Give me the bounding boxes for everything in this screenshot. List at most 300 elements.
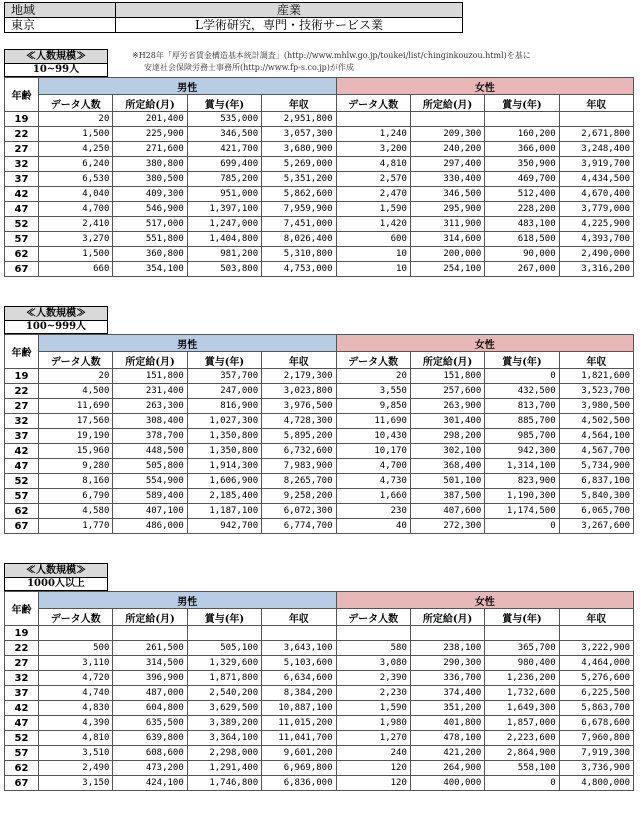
salary-header: 所定給(月) bbox=[113, 609, 187, 626]
value-cell: 4,393,700 bbox=[559, 232, 633, 247]
value-cell: 2,864,900 bbox=[485, 746, 559, 761]
value-cell: 19,190 bbox=[39, 429, 113, 444]
value-cell: 823,900 bbox=[485, 474, 559, 489]
age-cell: 47 bbox=[5, 202, 39, 217]
table-row bbox=[5, 112, 634, 127]
value-cell: 263,900 bbox=[410, 399, 484, 414]
table-row bbox=[5, 384, 634, 399]
table-row bbox=[5, 247, 634, 262]
table-row bbox=[5, 761, 634, 776]
age-cell: 37 bbox=[5, 172, 39, 187]
value-cell: 424,100 bbox=[113, 776, 187, 791]
value-cell: 1,027,300 bbox=[187, 414, 261, 429]
table-row bbox=[5, 202, 634, 217]
value-cell: 308,400 bbox=[113, 414, 187, 429]
value-cell: 7,983,900 bbox=[262, 459, 336, 474]
table-row bbox=[5, 217, 634, 232]
value-cell bbox=[39, 626, 113, 641]
value-cell bbox=[336, 626, 410, 641]
value-cell: 3,736,900 bbox=[559, 761, 633, 776]
value-cell: 4,564,100 bbox=[559, 429, 633, 444]
age-cell: 67 bbox=[5, 262, 39, 277]
value-cell: 5,895,200 bbox=[262, 429, 336, 444]
table-row bbox=[5, 142, 634, 157]
value-cell: 3,200 bbox=[336, 142, 410, 157]
value-cell: 942,700 bbox=[187, 519, 261, 534]
value-cell: 1,187,100 bbox=[187, 504, 261, 519]
value-cell: 7,959,900 bbox=[262, 202, 336, 217]
value-cell: 20 bbox=[39, 112, 113, 127]
salary-header: 所定給(月) bbox=[410, 352, 484, 369]
value-cell: 354,100 bbox=[113, 262, 187, 277]
annual-header: 年収 bbox=[559, 352, 633, 369]
value-cell: 2,490 bbox=[39, 761, 113, 776]
value-cell: 5,276,600 bbox=[559, 671, 633, 686]
value-cell: 4,390 bbox=[39, 716, 113, 731]
salary-header: 所定給(月) bbox=[410, 609, 484, 626]
value-cell: 448,500 bbox=[113, 444, 187, 459]
value-cell: 311,900 bbox=[410, 217, 484, 232]
value-cell: 368,400 bbox=[410, 459, 484, 474]
value-cell: 535,000 bbox=[187, 112, 261, 127]
value-cell: 200,000 bbox=[410, 247, 484, 262]
value-cell: 261,500 bbox=[113, 641, 187, 656]
value-cell: 551,800 bbox=[113, 232, 187, 247]
salary-table bbox=[4, 334, 634, 534]
age-cell: 27 bbox=[5, 142, 39, 157]
value-cell: 17,560 bbox=[39, 414, 113, 429]
value-cell: 4,434,500 bbox=[559, 172, 633, 187]
age-cell: 19 bbox=[5, 369, 39, 384]
value-cell: 3,222,900 bbox=[559, 641, 633, 656]
table-row bbox=[5, 776, 634, 791]
table-row bbox=[5, 444, 634, 459]
age-cell: 62 bbox=[5, 504, 39, 519]
value-cell: 813,700 bbox=[485, 399, 559, 414]
value-cell: 421,200 bbox=[410, 746, 484, 761]
value-cell: 2,410 bbox=[39, 217, 113, 232]
value-cell bbox=[262, 626, 336, 641]
value-cell: 501,100 bbox=[410, 474, 484, 489]
value-cell: 1,500 bbox=[39, 247, 113, 262]
salary-header: 所定給(月) bbox=[113, 95, 187, 112]
annual-header: 年収 bbox=[559, 95, 633, 112]
value-cell bbox=[559, 626, 633, 641]
value-cell: 400,000 bbox=[410, 776, 484, 791]
value-cell: 11,690 bbox=[336, 414, 410, 429]
age-cell: 32 bbox=[5, 414, 39, 429]
value-cell: 6,072,300 bbox=[262, 504, 336, 519]
value-cell: 4,728,300 bbox=[262, 414, 336, 429]
value-cell: 7,451,000 bbox=[262, 217, 336, 232]
value-cell: 604,800 bbox=[113, 701, 187, 716]
value-cell: 4,810 bbox=[336, 157, 410, 172]
value-cell: 228,200 bbox=[485, 202, 559, 217]
value-cell: 209,300 bbox=[410, 127, 484, 142]
value-cell: 3,510 bbox=[39, 746, 113, 761]
table-row bbox=[5, 686, 634, 701]
value-cell: 5,269,000 bbox=[262, 157, 336, 172]
value-cell: 264,900 bbox=[410, 761, 484, 776]
age-cell: 67 bbox=[5, 776, 39, 791]
value-cell: 699,400 bbox=[187, 157, 261, 172]
age-header: 年齢 bbox=[5, 78, 39, 112]
value-cell: 660 bbox=[39, 262, 113, 277]
value-cell: 401,800 bbox=[410, 716, 484, 731]
scale-title: ≪人数規模≫ bbox=[5, 50, 107, 64]
value-cell: 6,240 bbox=[39, 157, 113, 172]
age-cell: 57 bbox=[5, 232, 39, 247]
value-cell: 2,230 bbox=[336, 686, 410, 701]
value-cell: 3,150 bbox=[39, 776, 113, 791]
table-row bbox=[5, 262, 634, 277]
value-cell: 1,397,100 bbox=[187, 202, 261, 217]
value-cell: 1,871,800 bbox=[187, 671, 261, 686]
value-cell bbox=[336, 112, 410, 127]
age-cell: 27 bbox=[5, 656, 39, 671]
section-medium bbox=[4, 306, 634, 534]
value-cell bbox=[485, 626, 559, 641]
value-cell: 380,500 bbox=[113, 172, 187, 187]
count-header: データ人数 bbox=[39, 352, 113, 369]
value-cell: 6,225,500 bbox=[559, 686, 633, 701]
value-cell: 314,500 bbox=[113, 656, 187, 671]
table-row bbox=[5, 504, 634, 519]
count-header: データ人数 bbox=[336, 95, 410, 112]
table-row bbox=[5, 127, 634, 142]
value-cell: 558,100 bbox=[485, 761, 559, 776]
value-cell: 9,850 bbox=[336, 399, 410, 414]
value-cell: 1,190,300 bbox=[485, 489, 559, 504]
value-cell: 2,470 bbox=[336, 187, 410, 202]
value-cell: 4,502,500 bbox=[559, 414, 633, 429]
value-cell: 4,740 bbox=[39, 686, 113, 701]
value-cell: 301,400 bbox=[410, 414, 484, 429]
value-cell: 272,300 bbox=[410, 519, 484, 534]
value-cell: 7,960,800 bbox=[559, 731, 633, 746]
table-row bbox=[5, 626, 634, 641]
value-cell: 2,179,300 bbox=[262, 369, 336, 384]
table-row bbox=[5, 641, 634, 656]
table-row bbox=[5, 746, 634, 761]
value-cell: 6,774,700 bbox=[262, 519, 336, 534]
age-cell: 52 bbox=[5, 474, 39, 489]
value-cell: 3,980,500 bbox=[559, 399, 633, 414]
value-cell: 40 bbox=[336, 519, 410, 534]
value-cell: 297,400 bbox=[410, 157, 484, 172]
value-cell: 1,174,500 bbox=[485, 504, 559, 519]
count-header: データ人数 bbox=[39, 609, 113, 626]
value-cell: 1,649,300 bbox=[485, 701, 559, 716]
value-cell: 2,223,600 bbox=[485, 731, 559, 746]
value-cell bbox=[410, 626, 484, 641]
value-cell: 4,720 bbox=[39, 671, 113, 686]
value-cell: 3,919,700 bbox=[559, 157, 633, 172]
value-cell: 4,700 bbox=[336, 459, 410, 474]
value-cell: 600 bbox=[336, 232, 410, 247]
scale-title: ≪人数規模≫ bbox=[5, 307, 107, 321]
age-cell: 62 bbox=[5, 761, 39, 776]
value-cell: 3,779,000 bbox=[559, 202, 633, 217]
value-cell: 6,837,100 bbox=[559, 474, 633, 489]
value-cell: 5,840,300 bbox=[559, 489, 633, 504]
value-cell: 271,600 bbox=[113, 142, 187, 157]
value-cell: 4,730 bbox=[336, 474, 410, 489]
value-cell: 4,580 bbox=[39, 504, 113, 519]
value-cell: 6,634,600 bbox=[262, 671, 336, 686]
value-cell: 3,248,400 bbox=[559, 142, 633, 157]
value-cell: 1,314,100 bbox=[485, 459, 559, 474]
value-cell: 473,200 bbox=[113, 761, 187, 776]
value-cell: 3,550 bbox=[336, 384, 410, 399]
table-row bbox=[5, 671, 634, 686]
value-cell bbox=[559, 112, 633, 127]
value-cell: 407,600 bbox=[410, 504, 484, 519]
value-cell: 6,969,800 bbox=[262, 761, 336, 776]
value-cell: 350,900 bbox=[485, 157, 559, 172]
value-cell: 5,310,800 bbox=[262, 247, 336, 262]
value-cell: 230 bbox=[336, 504, 410, 519]
source-note-line2: 安達社会保険労務士事務所(http://www.fp-s.co.jp)が作成 bbox=[144, 63, 354, 72]
value-cell: 387,500 bbox=[410, 489, 484, 504]
age-cell: 27 bbox=[5, 399, 39, 414]
value-cell: 0 bbox=[485, 369, 559, 384]
value-cell: 5,734,900 bbox=[559, 459, 633, 474]
value-cell: 351,200 bbox=[410, 701, 484, 716]
bonus-header: 賞与(年) bbox=[187, 352, 261, 369]
age-cell: 19 bbox=[5, 626, 39, 641]
value-cell: 1,404,800 bbox=[187, 232, 261, 247]
value-cell: 120 bbox=[336, 761, 410, 776]
value-cell: 9,601,200 bbox=[262, 746, 336, 761]
value-cell: 3,643,100 bbox=[262, 641, 336, 656]
value-cell: 6,530 bbox=[39, 172, 113, 187]
region-label: 地域 bbox=[5, 3, 116, 18]
value-cell: 580 bbox=[336, 641, 410, 656]
value-cell: 365,700 bbox=[485, 641, 559, 656]
value-cell: 2,540,200 bbox=[187, 686, 261, 701]
age-cell: 37 bbox=[5, 429, 39, 444]
value-cell: 2,185,400 bbox=[187, 489, 261, 504]
value-cell: 1,590 bbox=[336, 202, 410, 217]
value-cell: 240 bbox=[336, 746, 410, 761]
scale-value: 10~99人 bbox=[32, 64, 80, 75]
value-cell: 1,660 bbox=[336, 489, 410, 504]
table-row bbox=[5, 414, 634, 429]
bonus-header: 賞与(年) bbox=[485, 95, 559, 112]
value-cell: 240,200 bbox=[410, 142, 484, 157]
value-cell: 4,810 bbox=[39, 731, 113, 746]
value-cell: 505,800 bbox=[113, 459, 187, 474]
value-cell: 10,887,100 bbox=[262, 701, 336, 716]
table-row bbox=[5, 232, 634, 247]
value-cell: 4,500 bbox=[39, 384, 113, 399]
value-cell: 225,900 bbox=[113, 127, 187, 142]
value-cell: 5,863,700 bbox=[559, 701, 633, 716]
male-header: 男性 bbox=[39, 592, 337, 609]
age-cell: 22 bbox=[5, 127, 39, 142]
value-cell: 6,732,600 bbox=[262, 444, 336, 459]
value-cell: 6,065,700 bbox=[559, 504, 633, 519]
value-cell: 421,700 bbox=[187, 142, 261, 157]
value-cell: 1,606,900 bbox=[187, 474, 261, 489]
value-cell: 554,900 bbox=[113, 474, 187, 489]
age-cell: 19 bbox=[5, 112, 39, 127]
value-cell: 10,170 bbox=[336, 444, 410, 459]
bonus-header: 賞与(年) bbox=[187, 609, 261, 626]
value-cell: 6,678,600 bbox=[559, 716, 633, 731]
table-row bbox=[5, 369, 634, 384]
value-cell: 4,225,900 bbox=[559, 217, 633, 232]
table-row bbox=[5, 399, 634, 414]
value-cell: 0 bbox=[485, 519, 559, 534]
table-row bbox=[5, 519, 634, 534]
male-header: 男性 bbox=[39, 78, 337, 95]
scale-box bbox=[4, 306, 108, 334]
table-row bbox=[5, 187, 634, 202]
age-cell: 52 bbox=[5, 217, 39, 232]
age-cell: 22 bbox=[5, 384, 39, 399]
region-value: 東京 bbox=[5, 18, 116, 33]
value-cell: 2,298,000 bbox=[187, 746, 261, 761]
value-cell: 3,080 bbox=[336, 656, 410, 671]
value-cell: 503,800 bbox=[187, 262, 261, 277]
value-cell: 336,700 bbox=[410, 671, 484, 686]
value-cell: 407,100 bbox=[113, 504, 187, 519]
value-cell: 4,670,400 bbox=[559, 187, 633, 202]
value-cell: 1,291,400 bbox=[187, 761, 261, 776]
value-cell: 3,976,500 bbox=[262, 399, 336, 414]
value-cell: 1,732,600 bbox=[485, 686, 559, 701]
value-cell: 15,960 bbox=[39, 444, 113, 459]
value-cell: 295,900 bbox=[410, 202, 484, 217]
value-cell: 2,671,800 bbox=[559, 127, 633, 142]
value-cell: 409,300 bbox=[113, 187, 187, 202]
value-cell: 20 bbox=[39, 369, 113, 384]
count-header: データ人数 bbox=[39, 95, 113, 112]
value-cell: 1,746,800 bbox=[187, 776, 261, 791]
value-cell: 263,300 bbox=[113, 399, 187, 414]
value-cell: 951,000 bbox=[187, 187, 261, 202]
value-cell: 254,100 bbox=[410, 262, 484, 277]
value-cell: 8,265,700 bbox=[262, 474, 336, 489]
bonus-header: 賞与(年) bbox=[187, 95, 261, 112]
age-cell: 22 bbox=[5, 641, 39, 656]
count-header: データ人数 bbox=[336, 352, 410, 369]
age-header: 年齢 bbox=[5, 335, 39, 369]
salary-header: 所定給(月) bbox=[410, 95, 484, 112]
value-cell: 469,700 bbox=[485, 172, 559, 187]
value-cell: 4,830 bbox=[39, 701, 113, 716]
value-cell: 589,400 bbox=[113, 489, 187, 504]
scale-title: ≪人数規模≫ bbox=[5, 564, 107, 578]
value-cell: 1,240 bbox=[336, 127, 410, 142]
age-cell: 57 bbox=[5, 489, 39, 504]
value-cell: 302,100 bbox=[410, 444, 484, 459]
value-cell: 0 bbox=[485, 776, 559, 791]
age-cell: 62 bbox=[5, 247, 39, 262]
value-cell: 1,350,800 bbox=[187, 444, 261, 459]
value-cell: 1,236,200 bbox=[485, 671, 559, 686]
value-cell: 1,350,800 bbox=[187, 429, 261, 444]
section-small bbox=[4, 49, 634, 277]
value-cell: 1,821,600 bbox=[559, 369, 633, 384]
value-cell: 290,300 bbox=[410, 656, 484, 671]
value-cell: 618,500 bbox=[485, 232, 559, 247]
value-cell: 298,200 bbox=[410, 429, 484, 444]
table-row bbox=[5, 459, 634, 474]
value-cell: 2,490,000 bbox=[559, 247, 633, 262]
value-cell: 8,160 bbox=[39, 474, 113, 489]
value-cell: 151,800 bbox=[113, 369, 187, 384]
value-cell: 2,570 bbox=[336, 172, 410, 187]
value-cell: 3,523,700 bbox=[559, 384, 633, 399]
value-cell bbox=[187, 626, 261, 641]
value-cell: 785,200 bbox=[187, 172, 261, 187]
age-cell: 42 bbox=[5, 187, 39, 202]
value-cell: 980,400 bbox=[485, 656, 559, 671]
annual-header: 年収 bbox=[262, 609, 336, 626]
source-note-line1: ※H28年「厚労省賃金構造基本統計調査」(http://www.mhlw.go.jp/toukei/list/chinginkouzou.html)を基に bbox=[132, 51, 531, 60]
value-cell: 257,600 bbox=[410, 384, 484, 399]
annual-header: 年収 bbox=[559, 609, 633, 626]
value-cell: 1,980 bbox=[336, 716, 410, 731]
value-cell: 3,110 bbox=[39, 656, 113, 671]
value-cell: 985,700 bbox=[485, 429, 559, 444]
value-cell: 11,690 bbox=[39, 399, 113, 414]
scale-box bbox=[4, 563, 108, 591]
value-cell: 1,857,000 bbox=[485, 716, 559, 731]
value-cell bbox=[113, 626, 187, 641]
annual-header: 年収 bbox=[262, 352, 336, 369]
table-row bbox=[5, 489, 634, 504]
age-cell: 52 bbox=[5, 731, 39, 746]
industry-label: 産業 bbox=[116, 3, 463, 18]
value-cell: 1,420 bbox=[336, 217, 410, 232]
value-cell: 346,500 bbox=[187, 127, 261, 142]
value-cell: 90,000 bbox=[485, 247, 559, 262]
value-cell: 11,015,200 bbox=[262, 716, 336, 731]
value-cell bbox=[485, 112, 559, 127]
value-cell: 10,430 bbox=[336, 429, 410, 444]
value-cell: 639,800 bbox=[113, 731, 187, 746]
value-cell: 2,951,800 bbox=[262, 112, 336, 127]
value-cell: 500 bbox=[39, 641, 113, 656]
header-table bbox=[4, 2, 463, 33]
age-cell: 47 bbox=[5, 716, 39, 731]
value-cell: 1,329,600 bbox=[187, 656, 261, 671]
value-cell: 478,100 bbox=[410, 731, 484, 746]
value-cell: 247,000 bbox=[187, 384, 261, 399]
value-cell: 487,000 bbox=[113, 686, 187, 701]
value-cell: 3,023,800 bbox=[262, 384, 336, 399]
value-cell: 608,600 bbox=[113, 746, 187, 761]
value-cell bbox=[410, 112, 484, 127]
value-cell: 3,629,500 bbox=[187, 701, 261, 716]
table-row bbox=[5, 157, 634, 172]
value-cell: 5,351,200 bbox=[262, 172, 336, 187]
value-cell: 512,400 bbox=[485, 187, 559, 202]
count-header: データ人数 bbox=[336, 609, 410, 626]
value-cell: 314,600 bbox=[410, 232, 484, 247]
value-cell: 3,267,600 bbox=[559, 519, 633, 534]
salary-table bbox=[4, 591, 634, 791]
value-cell: 4,250 bbox=[39, 142, 113, 157]
annual-header: 年収 bbox=[262, 95, 336, 112]
bonus-header: 賞与(年) bbox=[485, 352, 559, 369]
value-cell: 378,700 bbox=[113, 429, 187, 444]
male-header: 男性 bbox=[39, 335, 337, 352]
